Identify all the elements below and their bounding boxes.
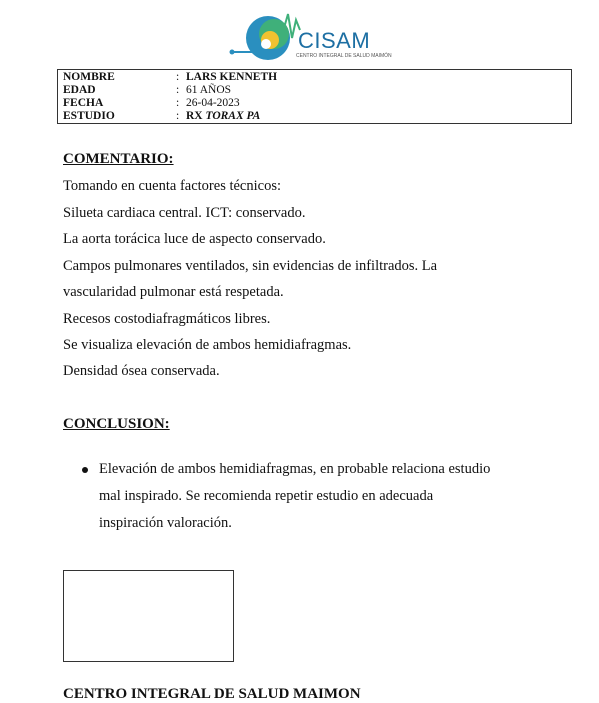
footer-text: CENTRO INTEGRAL DE SALUD MAIMON: [63, 686, 361, 702]
logo-tagline: CENTRO INTEGRAL DE SALUD MAIMÓN: [296, 53, 392, 59]
comentario-line: Densidad ósea conservada.: [63, 363, 220, 379]
comentario-line: vascularidad pulmonar está respetada.: [63, 284, 284, 300]
conclusion-line: mal inspirado. Se recomienda repetir estudio en adecuada: [99, 488, 434, 504]
estudio-value: [186, 110, 260, 123]
nombre-value: LARS KENNETH: [186, 71, 278, 83]
comentario-line: La aorta torácica luce de aspecto conservado.: [63, 231, 326, 247]
edad-label: EDAD: [63, 84, 96, 96]
conclusion-heading: CONCLUSION:: [63, 416, 170, 432]
comentario-line: Tomando en cuenta factores técnicos:: [63, 178, 282, 194]
fecha-value: 26-04-2023: [186, 97, 240, 109]
nombre-label: NOMBRE: [63, 71, 115, 83]
patient-info-box: NOMBRE : LARS KENNETH EDAD : 61 AÑOS FECHA : 26-04-2023 ESTUDIO : RX TORAX PA: [57, 69, 572, 124]
comentario-line: Silueta cardiaca central. ICT: conservado.: [63, 205, 306, 221]
conclusion-line: Elevación de ambos hemidiafragmas, en probable relaciona estudio: [99, 461, 491, 477]
estudio-prefix: RX: [186, 110, 203, 122]
bullet-icon: [82, 467, 88, 473]
comentario-line: Se visualiza elevación de ambos hemidiafragmas.: [63, 337, 352, 353]
comentario-line: Campos pulmonares ventilados, sin evidencias de infiltrados. La: [63, 258, 438, 274]
estudio-rest: TORAX PA: [205, 110, 261, 122]
estudio-label: ESTUDIO: [63, 110, 115, 122]
signature-box: [63, 570, 234, 662]
edad-value: 61 AÑOS: [186, 84, 232, 96]
comentario-heading: COMENTARIO:: [63, 151, 174, 167]
conclusion-line: inspiración valoración.: [99, 515, 232, 531]
comentario-line: Recesos costodiafragmáticos libres.: [63, 311, 271, 327]
logo-text: CISAM: [298, 28, 371, 53]
fecha-label: FECHA: [63, 97, 104, 109]
